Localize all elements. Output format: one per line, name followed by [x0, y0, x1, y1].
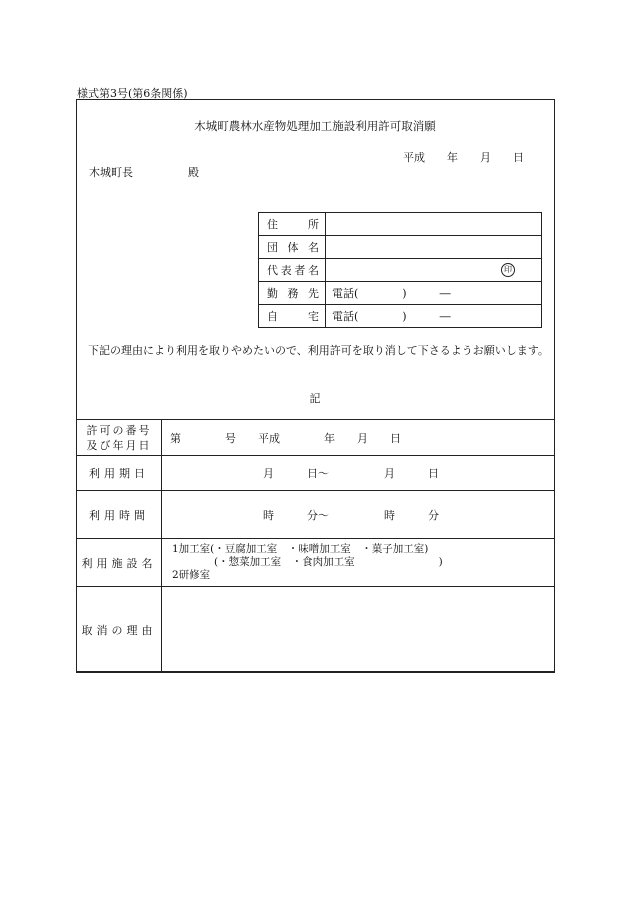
reason-row [77, 587, 555, 673]
representative-field[interactable] [326, 259, 542, 282]
workplace-phone-field[interactable]: 電話( ) ― [326, 282, 542, 305]
permit-label-line1: 許可の番号 [86, 423, 152, 437]
request-statement: 下記の理由により利用を取りやめたいので、利用許可を取り消して下さるようお願いします。 [77, 344, 549, 357]
facility-field[interactable] [162, 539, 555, 587]
period-label: 利用期日 [77, 456, 162, 491]
period-field[interactable]: 月 日〜 月 日 [162, 456, 555, 491]
facility-label: 利用施設名 [77, 539, 162, 587]
facility-line-3: 2研修室 [172, 569, 211, 581]
permit-number-date-field[interactable]: 第 号 平成 年 月 日 [162, 420, 555, 456]
time-field[interactable]: 時 分〜 時 分 [162, 491, 555, 539]
permit-label-line2: 及び年月日 [86, 438, 152, 452]
permit-label [77, 420, 162, 456]
addressee: 木城町長 殿 [89, 166, 199, 179]
address-label: 住 所 [259, 213, 326, 236]
representative-label: 代表者名 [259, 259, 326, 282]
page-title: 木城町農林水産物処理加工施設利用許可取消願 [194, 119, 436, 133]
form-number-label: 様式第3号(第6条関係) [77, 87, 188, 100]
organization-field[interactable] [326, 236, 542, 259]
address-field[interactable] [326, 213, 542, 236]
time-row [77, 491, 555, 539]
reason-label: 取消の理由 [77, 587, 162, 673]
time-label: 利用時間 [77, 491, 162, 539]
home-label: 自 宅 [259, 305, 326, 328]
applicant-row-home [259, 305, 542, 328]
applicant-row-organization [259, 236, 542, 259]
facility-line-1: 1加工室(・豆腐加工室 ・味噌加工室 ・菓子加工室) [172, 543, 429, 555]
organization-label: 団体名 [259, 236, 326, 259]
facility-row [77, 539, 555, 587]
applicant-row-address [259, 213, 542, 236]
applicant-info-table [258, 212, 542, 328]
reason-field[interactable] [162, 587, 555, 673]
workplace-label: 勤務先 [259, 282, 326, 305]
details-table [76, 419, 555, 673]
applicant-row-workplace [259, 282, 542, 305]
applicant-row-representative [259, 259, 542, 282]
application-date: 平成 年 月 日 [403, 151, 524, 164]
home-phone-field[interactable]: 電話( ) ― [326, 305, 542, 328]
seal-icon: 印 [501, 263, 515, 277]
permit-row [77, 420, 555, 456]
facility-line-2: (・惣菜加工室 ・食肉加工室 ) [172, 556, 443, 568]
period-row [77, 456, 555, 491]
ki-heading: 記 [309, 392, 321, 405]
